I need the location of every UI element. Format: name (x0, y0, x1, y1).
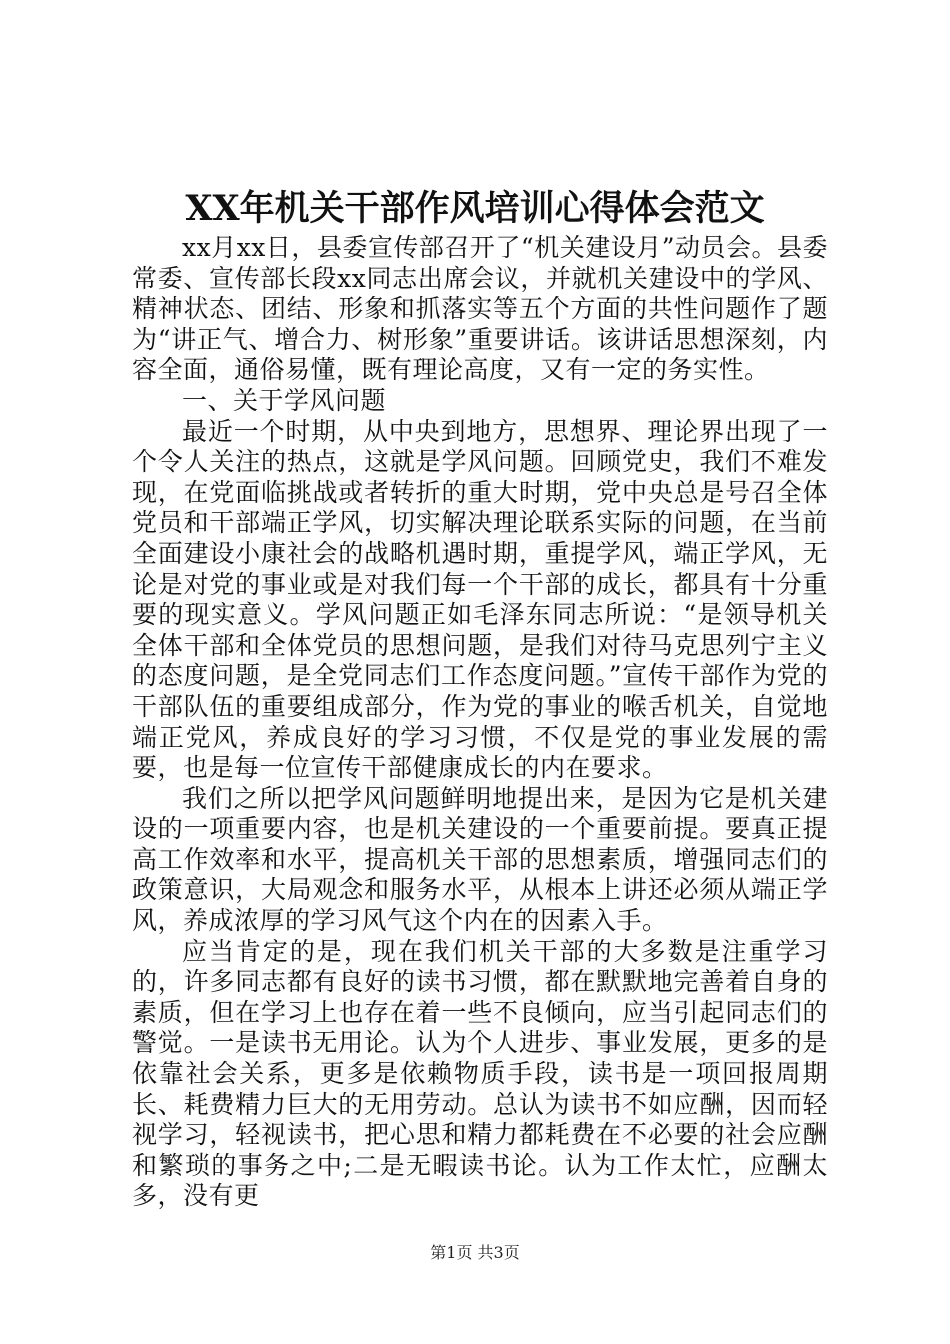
section-heading-study-style: 一、关于学风问题 (182, 385, 387, 415)
document-body (132, 233, 828, 1212)
paragraph-bad-tendencies: 应当肯定的是，现在我们机关干部的大多数是注重学习的，许多同志都有良好的读书习惯，都在默默地完善着自身的素质，但在学习上也存在着一些不良倾向，应当引起同志们的警觉。一是读书无用论。认为个人进步、事业发展，更多的是依靠社会关系，更多是依赖物质手段，读书是一项回报周期长、耗费精力巨大的无用劳动。总认为读书不如应酬，因而轻视学习，轻视读书，把心思和精力都耗费在不必要的社会应酬和繁琐的事务之中;二是无暇读书论。认为工作太忙，应酬太多，没有更 (132, 936, 828, 1211)
document-title: XX年机关干部作风培训心得体会范文 (185, 188, 765, 229)
page-number-footer: 第1页 共3页 (430, 1243, 520, 1262)
paragraph-study-style-context: 最近一个时期，从中央到地方，思想界、理论界出现了一个令人关注的热点，这就是学风问题。回顾党史，我们不难发现，在党面临挑战或者转折的重大时期，党中央总是号召全体党员和干部端正学风，切实解决理论联系实际的问题，在当前全面建设小康社会的战略机遇时期，重提学风，端正学风，无论是对党的事业或是对我们每一个干部的成长，都具有十分重要的现实意义。学风问题正如毛泽东同志所说：“是领导机关全体干部和全体党员的思想问题，是我们对待马克思列宁主义的态度问题，是全党同志们工作态度问题。”宣传干部作为党的干部队伍的重要组成部分，作为党的事业的喉舌机关，自觉地端正党风，养成良好的学习习惯，不仅是党的事业发展的需要，也是每一位宣传干部健康成长的内在要求。 (132, 416, 828, 783)
paragraph-study-style-importance: 我们之所以把学风问题鲜明地提出来，是因为它是机关建设的一项重要内容，也是机关建设的一个重要前提。要真正提高工作效率和水平，提高机关干部的思想素质，增强同志们的政策意识，大局观念和服务水平，从根本上讲还必须从端正学风，养成浓厚的学习风气这个内在的因素入手。 (132, 783, 828, 936)
paragraph-intro: xx月xx日，县委宣传部召开了“机关建设月”动员会。县委常委、宣传部长段xx同志出席会议，并就机关建设中的学风、精神状态、团结、形象和抓落实等五个方面的共性问题作了题为“讲正气、增合力、树形象”重要讲话。该讲话思想深刻，内容全面，通俗易懂，既有理论高度，又有一定的务实性。 (132, 233, 828, 385)
